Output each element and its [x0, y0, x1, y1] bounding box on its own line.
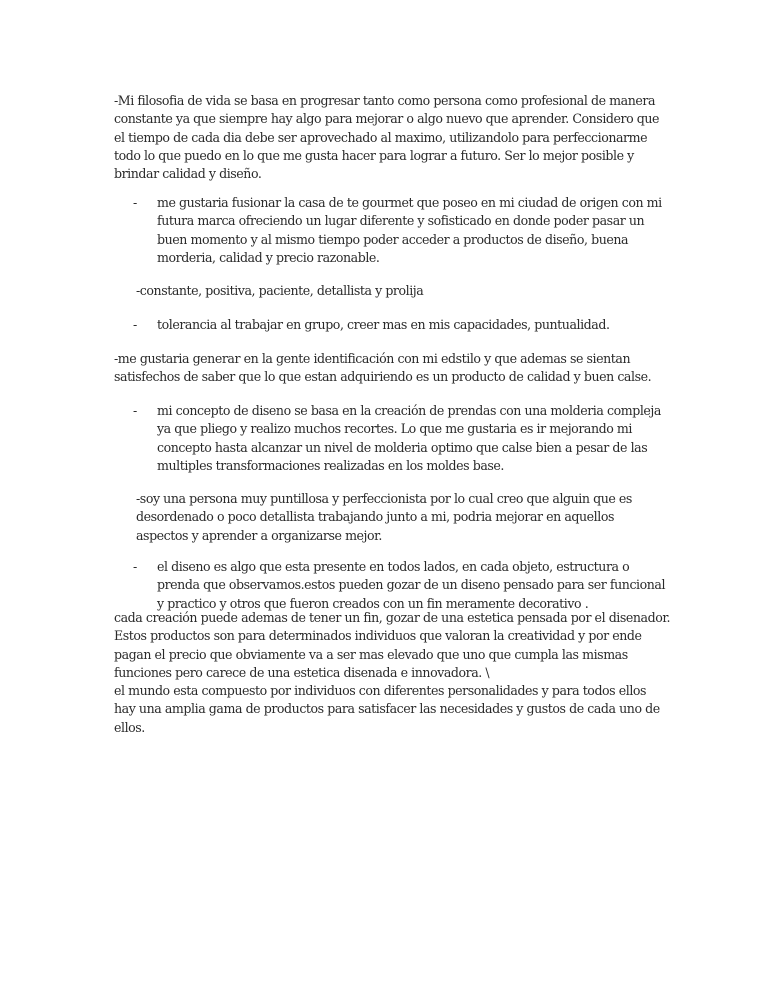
bullet-dash: - — [133, 317, 137, 332]
text-line: concepto hasta alcanzar un nivel de molderia optimo que calse bien a pesar de las — [157, 439, 648, 455]
text-line: ya que pliego y realizo muchos recortes. Lo que me gustaria es ir mejorando mi — [157, 421, 632, 437]
paragraph-philosophy — [114, 92, 674, 183]
paragraph-perfectionist — [136, 490, 696, 545]
text-line: me gustaria fusionar la casa de te gourmet que poseo en mi ciudad de origen con mi — [157, 195, 662, 210]
text-line: funciones pero carece de una estetica disenada e innovadora. \ — [114, 664, 490, 680]
text-line: futura marca ofreciendo un lugar diferente y sofisticado en donde poder pasar un — [157, 213, 645, 229]
text-line: mi concepto de diseno se basa en la creación de prendas con una molderia compleja — [157, 403, 661, 418]
text-line: brindar calidad y diseño. — [114, 166, 262, 182]
text-line: -Mi filosofia de vida se basa en progresar tanto como persona como profesional de manera — [114, 93, 655, 108]
text-line: multiples transformaciones realizadas en los moldes base. — [157, 457, 504, 473]
text-line: el mundo esta compuesto por individuos con diferentes personalidades y para todos ellos — [114, 683, 647, 699]
text-line: morderia, calidad y precio razonable. — [157, 249, 380, 265]
text-line: -constante, positiva, paciente, detallista y prolija — [136, 283, 424, 298]
text-line: desordenado o poco detallista trabajando junto a mi, podria mejorar en aquellos — [136, 509, 614, 525]
bullet-body — [157, 402, 661, 475]
bullet-dash: - — [133, 195, 137, 210]
text-line: pagan el precio que obviamente va a ser mas elevado que uno que cumpla las mismas — [114, 646, 628, 662]
text-line: -soy una persona muy puntillosa y perfeccionista por lo cual creo que alguin que es — [136, 491, 632, 506]
text-line: -me gustaria generar en la gente identificación con mi edstilo y que ademas se sientan — [114, 351, 631, 366]
text-line: satisfechos de saber que lo que estan adquiriendo es un producto de calidad y buen calse. — [114, 369, 652, 385]
bullet-body — [157, 194, 662, 267]
paragraph-identification — [114, 350, 674, 387]
text-line: y practico y otros que fueron creados con un fin meramente decorativo . — [157, 595, 589, 611]
text-line: ellos. — [114, 719, 145, 735]
text-line: el tiempo de cada dia debe ser aprovechado al maximo, utilizandolo para perfeccionarme — [114, 129, 648, 145]
text-line: cada creación puede ademas de tener un fin, gozar de una estetica pensada por el disenador. — [114, 610, 671, 625]
bullet-dash: - — [133, 559, 137, 574]
text-line: constante ya que siempre hay algo para mejorar o algo nuevo que aprender. Considero que — [114, 111, 660, 127]
bullet-body — [157, 316, 610, 334]
text-line: Estos productos son para determinados individuos que valoran la creatividad y por ende — [114, 628, 642, 644]
text-line: aspectos y aprender a organizarse mejor. — [136, 527, 382, 543]
text-line: prenda que observamos.estos pueden gozar de un diseno pensado para ser funcional — [157, 577, 666, 593]
text-line: buen momento y al mismo tiempo poder acceder a productos de diseño, buena — [157, 231, 629, 247]
paragraph-qualities — [136, 282, 696, 300]
text-line: hay una amplia gama de productos para satisfacer las necesidades y gustos de cada uno de — [114, 701, 660, 717]
paragraph-creation — [114, 609, 674, 737]
text-line: el diseno es algo que esta presente en todos lados, en cada objeto, estructura o — [157, 559, 630, 574]
text-line: tolerancia al trabajar en grupo, creer mas en mis capacidades, puntualidad. — [157, 317, 610, 332]
bullet-dash: - — [133, 403, 137, 418]
bullet-body — [157, 558, 665, 613]
text-line: todo lo que puedo en lo que me gusta hacer para lograr a futuro. Ser lo mejor posible y — [114, 147, 634, 163]
